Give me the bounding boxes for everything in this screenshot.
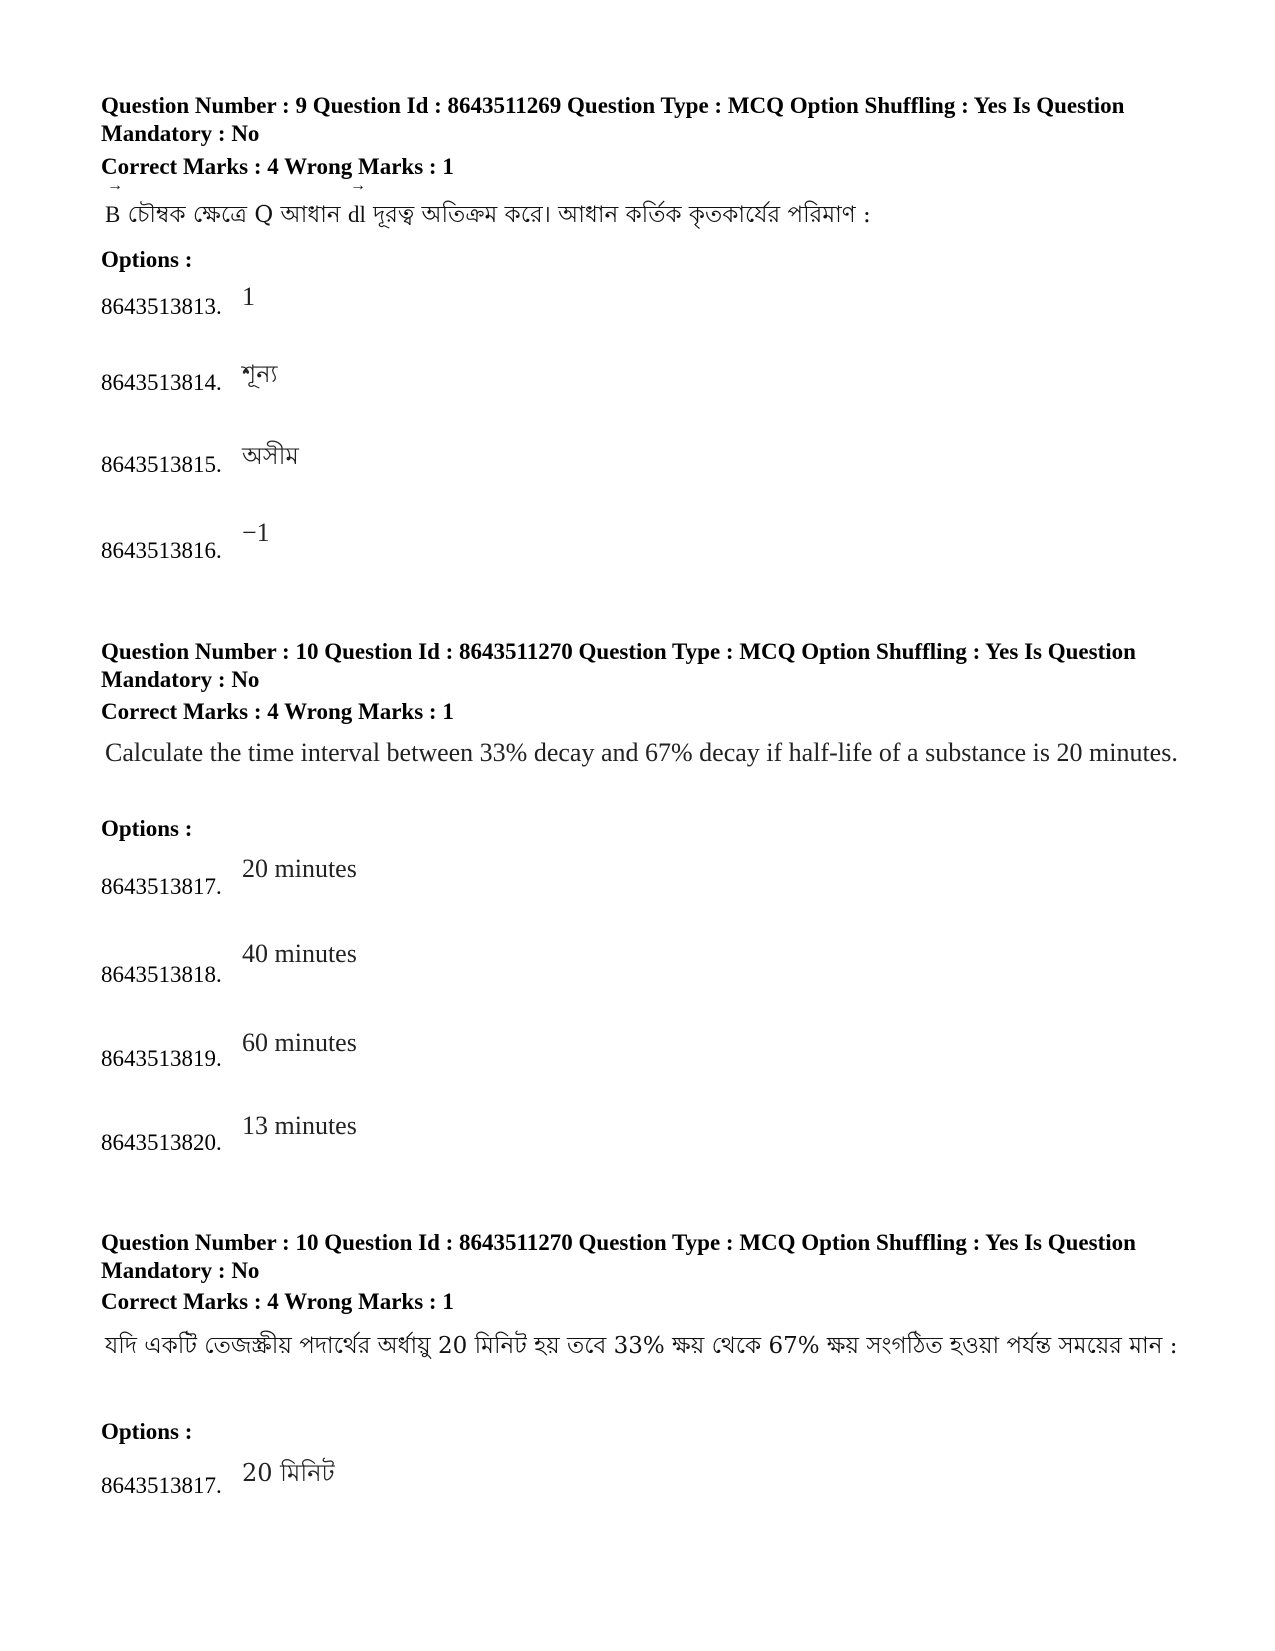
option-id: 8643513813.: [101, 294, 222, 319]
question-header: Question Number : 10 Question Id : 8643511270 Question Type : MCQ Option Shuffling : Yes Is Question Mandatory : No: [101, 1230, 1136, 1283]
option-value: 60 minutes: [242, 1028, 357, 1057]
vector-b: → B: [105, 177, 123, 227]
question-header: Question Number : 9 Question Id : 8643511269 Question Type : MCQ Option Shuffling : Yes Is Question Mandatory : No: [101, 93, 1125, 146]
option-value: 13 minutes: [242, 1111, 357, 1140]
option-value: 40 minutes: [242, 939, 357, 968]
question-stem: Calculate the time interval between 33% decay and 67% decay if half-life of a substance is 20 minutes.: [105, 738, 1178, 767]
option-id: 8643513815.: [101, 452, 222, 477]
question-stem: যদি একটি তেজস্ক্রীয় পদার্থের অর্ধায়ু 20 মিনিট হয় তবে 33% ক্ষয় থেকে 67% ক্ষয় সংগঠিত হওয়া পর্যন্ত সময়ের মান :: [105, 1333, 1178, 1359]
options-label: Options :: [101, 816, 193, 841]
vector-dl: → dl: [347, 177, 366, 227]
option-id: 8643513814.: [101, 370, 222, 395]
option-id: 8643513820.: [101, 1130, 222, 1155]
option-id: 8643513817.: [101, 1473, 222, 1498]
question-marks: Correct Marks : 4 Wrong Marks : 1: [101, 154, 454, 179]
option-id: 8643513817.: [101, 874, 222, 899]
question-stem: → B চৌম্বক ক্ষেত্রে Q আধান → dl দূরত্ব অতিক্রম করে। আধান কর্তিক কৃতকার্যের পরিমাণ :: [105, 196, 1185, 234]
option-id: 8643513819.: [101, 1046, 222, 1071]
question-marks: Correct Marks : 4 Wrong Marks : 1: [101, 699, 454, 724]
question-marks: Correct Marks : 4 Wrong Marks : 1: [101, 1289, 454, 1314]
option-id: 8643513816.: [101, 538, 222, 563]
option-value: শূন্য: [242, 360, 278, 388]
options-label: Options :: [101, 247, 193, 272]
option-value: 20 মিনিট: [242, 1459, 335, 1487]
options-label: Options :: [101, 1419, 193, 1444]
question-header: Question Number : 10 Question Id : 8643511270 Question Type : MCQ Option Shuffling : Yes Is Question Mandatory : No: [101, 639, 1136, 692]
option-value: 20 minutes: [242, 854, 357, 883]
option-value: 1: [242, 282, 255, 311]
option-value: −1: [242, 518, 270, 547]
option-id: 8643513818.: [101, 962, 222, 987]
option-value: অসীম: [242, 442, 299, 470]
